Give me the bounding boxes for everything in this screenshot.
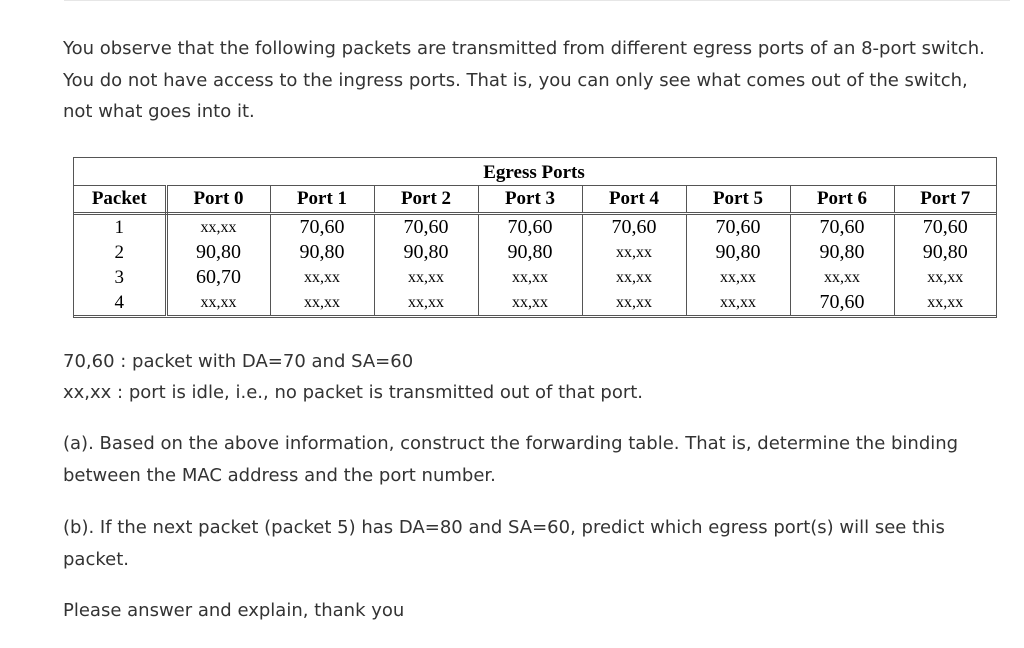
header-port-1: Port 1 (270, 186, 374, 214)
table-cell: 90,80 (166, 240, 270, 265)
table-cell: 70,60 (582, 214, 686, 241)
table-cell: xx,xx (582, 265, 686, 290)
table-cell: 90,80 (686, 240, 790, 265)
table-cell: 90,80 (478, 240, 582, 265)
egress-ports-table (73, 157, 997, 318)
question-a-line: (a). Based on the above information, construct the forwarding table. That is, determine the binding (63, 433, 959, 454)
header-port-2: Port 2 (374, 186, 478, 214)
table-cell: 60,70 (166, 265, 270, 290)
packet-table (74, 185, 996, 316)
legend (63, 346, 963, 408)
question-b-line: (b). If the next packet (packet 5) has DA=80 and SA=60, predict which egress port(s) will see this (63, 517, 945, 538)
table-cell: xx,xx (686, 290, 790, 316)
top-divider (64, 0, 1010, 1)
question-b-line: packet. (63, 549, 129, 570)
header-port-5: Port 5 (686, 186, 790, 214)
packet-number: 3 (74, 265, 166, 290)
header-port-7: Port 7 (894, 186, 996, 214)
table-cell: 90,80 (270, 240, 374, 265)
table-cell: 70,60 (790, 290, 894, 316)
table-cell: xx,xx (582, 240, 686, 265)
table-cell: 70,60 (894, 214, 996, 241)
question-a (63, 428, 1003, 492)
table-row (74, 240, 996, 265)
closing-text: Please answer and explain, thank you (63, 600, 405, 621)
table-cell: 70,60 (686, 214, 790, 241)
table-cell: 90,80 (374, 240, 478, 265)
table-cell: xx,xx (894, 290, 996, 316)
egress-ports-heading: Egress Ports (483, 162, 585, 183)
table-cell: xx,xx (270, 265, 374, 290)
table-cell: xx,xx (686, 265, 790, 290)
table-cell: xx,xx (270, 290, 374, 316)
intro-line: You do not have access to the ingress ports. That is, you can only see what comes out of the switch, (63, 69, 968, 91)
table-cell: xx,xx (894, 265, 996, 290)
table-header-row (74, 186, 996, 214)
header-packet: Packet (74, 186, 166, 214)
question-b (63, 512, 1003, 576)
table-cell: xx,xx (478, 265, 582, 290)
table-cell: 70,60 (374, 214, 478, 241)
table-cell: xx,xx (166, 290, 270, 316)
packet-number: 1 (74, 214, 166, 241)
table-cell: xx,xx (374, 265, 478, 290)
legend-line: 70,60 : packet with DA=70 and SA=60 (63, 351, 414, 372)
packet-number: 2 (74, 240, 166, 265)
table-cell: xx,xx (790, 265, 894, 290)
table-cell: 70,60 (790, 214, 894, 241)
intro-line: not what goes into it. (63, 101, 255, 122)
header-port-6: Port 6 (790, 186, 894, 214)
intro-paragraph (63, 33, 1013, 128)
table-cell: xx,xx (374, 290, 478, 316)
legend-line: xx,xx : port is idle, i.e., no packet is transmitted out of that port. (63, 382, 644, 403)
table-row (74, 214, 996, 241)
table-cell: xx,xx (582, 290, 686, 316)
table-cell: 70,60 (478, 214, 582, 241)
intro-line: You observe that the following packets are transmitted from different egress ports of an 8-port switch. (63, 38, 985, 59)
table-cell: xx,xx (166, 214, 270, 241)
table-row (74, 265, 996, 290)
question-a-line: between the MAC address and the port number. (63, 465, 496, 486)
table-cell: 90,80 (894, 240, 996, 265)
header-port-3: Port 3 (478, 186, 582, 214)
header-port-4: Port 4 (582, 186, 686, 214)
packet-number: 4 (74, 290, 166, 316)
table-cell: 90,80 (790, 240, 894, 265)
table-cell: xx,xx (478, 290, 582, 316)
header-port-0: Port 0 (166, 186, 270, 214)
table-cell: 70,60 (270, 214, 374, 241)
table-row (74, 290, 996, 316)
